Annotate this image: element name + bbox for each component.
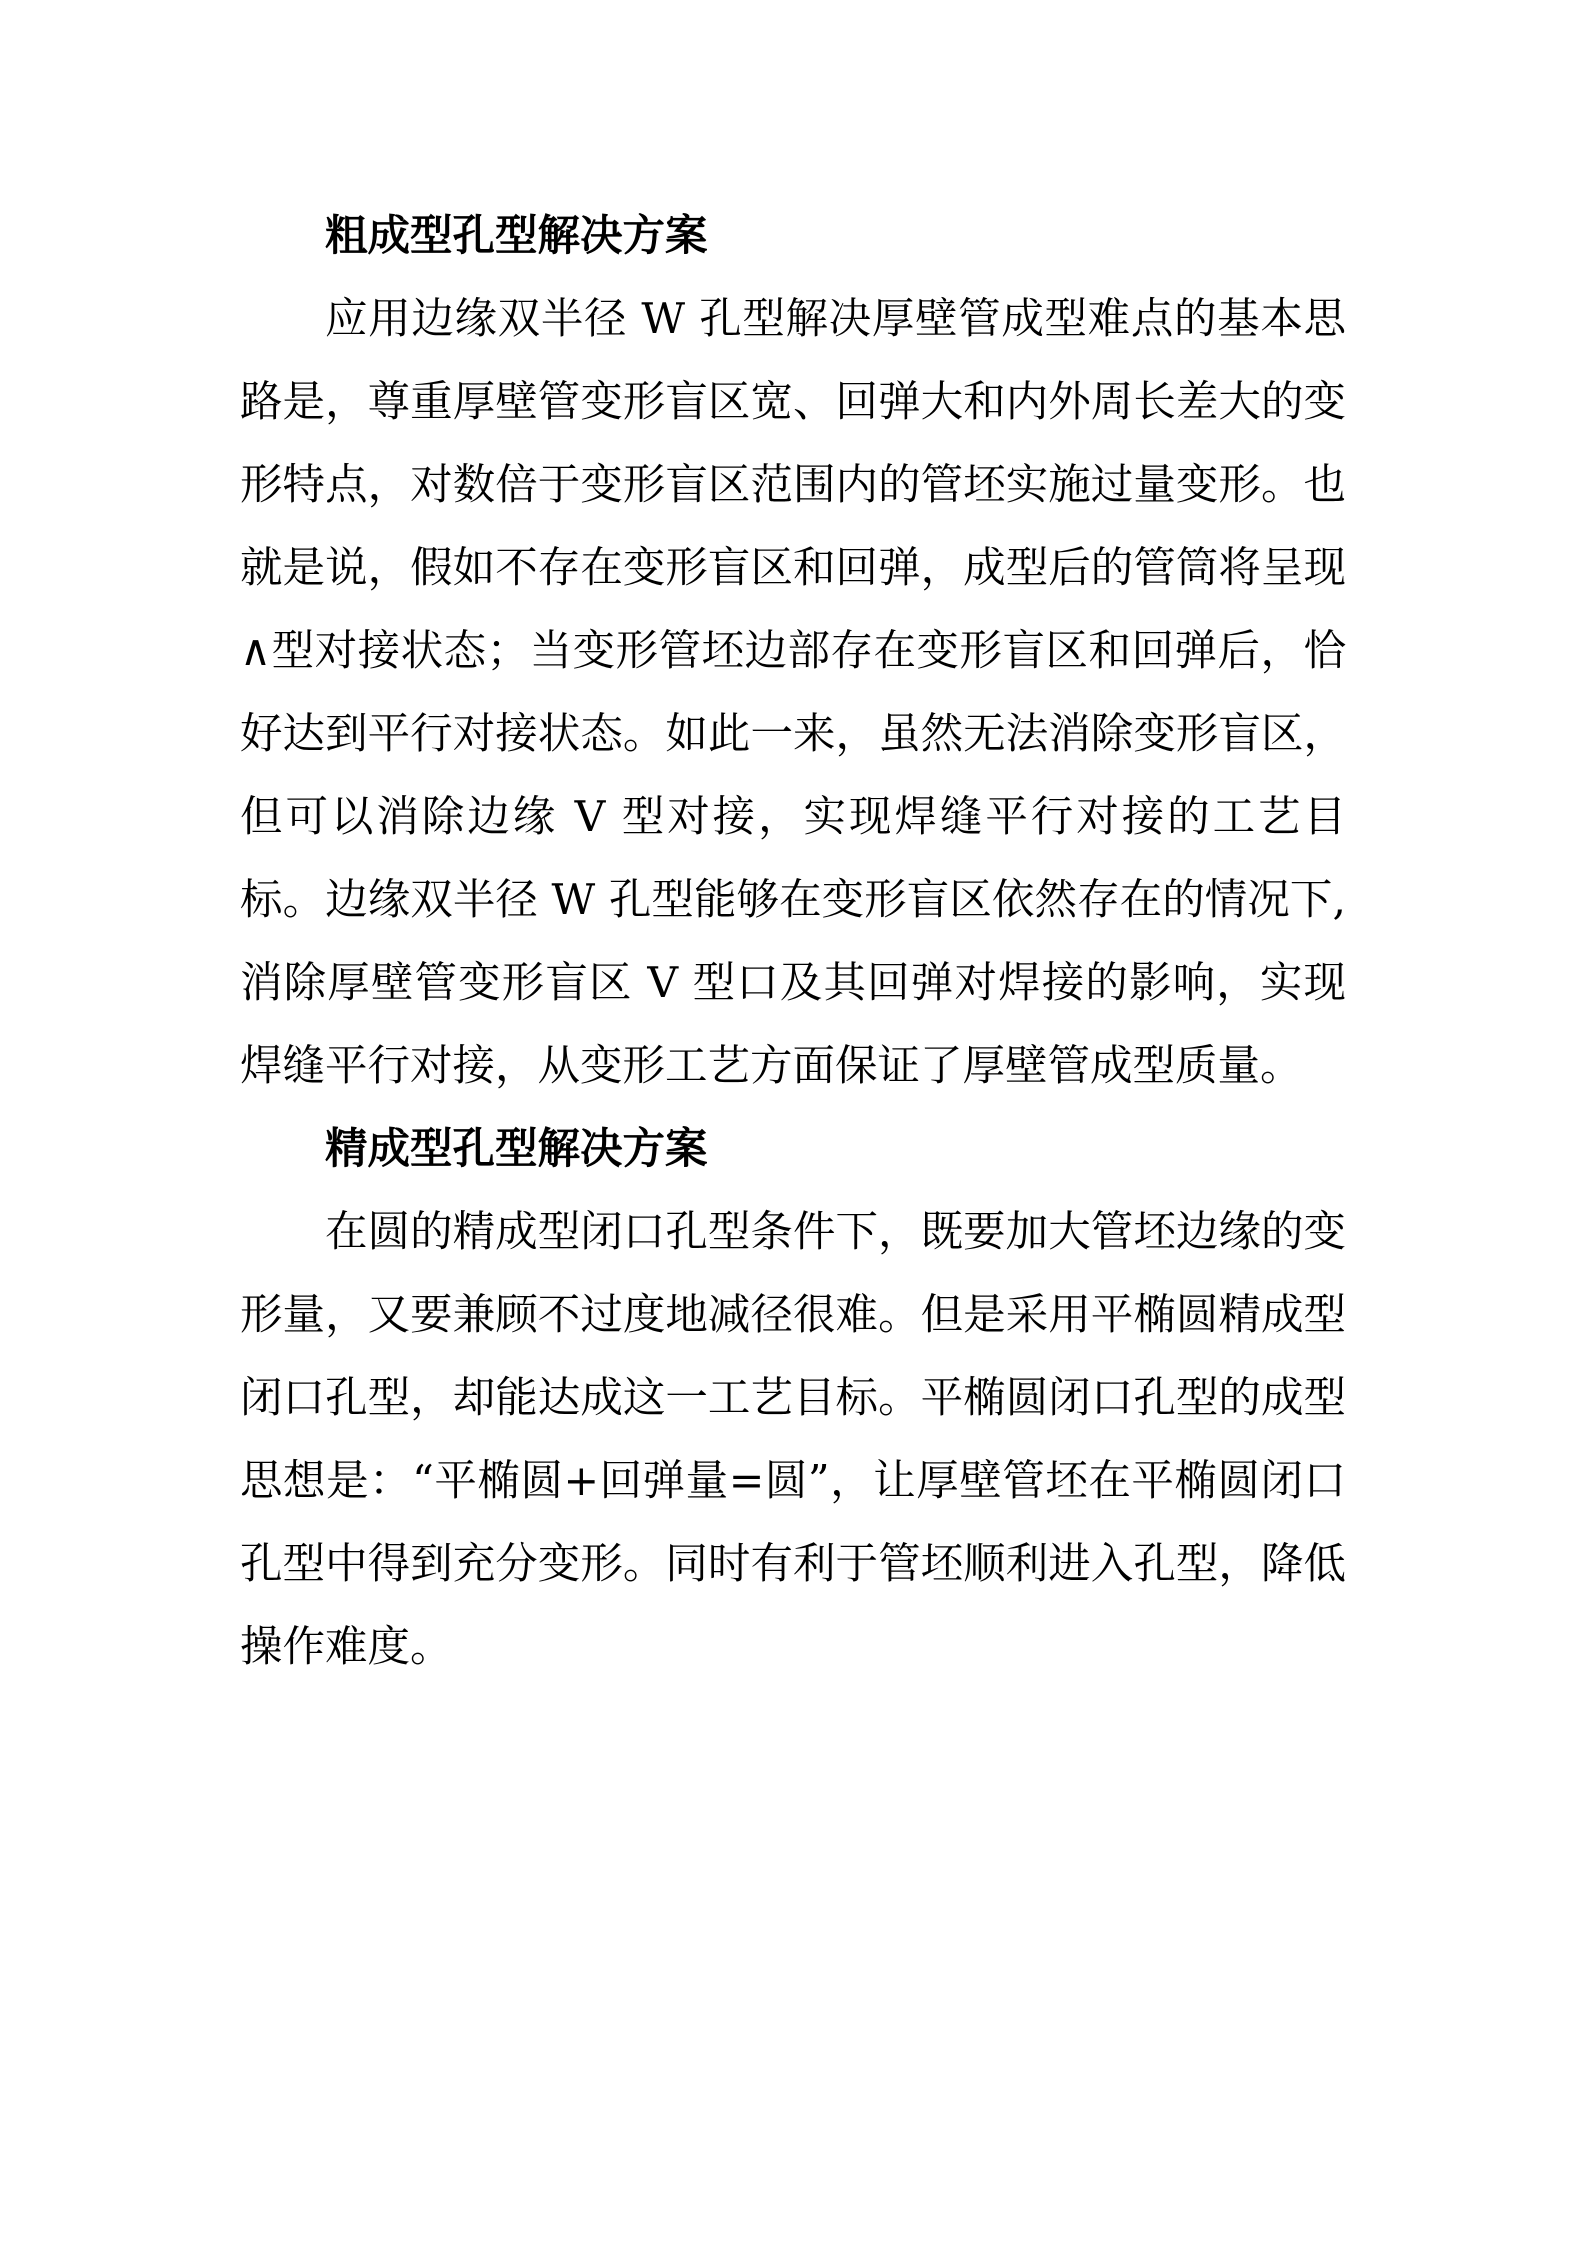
paragraph-rough-forming-pass-solution: 应用边缘双半径 W 孔型解决厚壁管成型难点的基本思路是，尊重厚壁管变形盲区宽、回弹大和内外周长差大的变形特点，对数倍于变形盲区范围内的管坯实施过量变形。也就是说，假如不存在变形盲区和回弹，成型后的管筒将呈现∧型对接状态；当变形管坯边部存在变形盲区和回弹后，恰好达到平行对接状态。如此一来，虽然无法消除变形盲区，但可以消除边缘 V 型对接，实现焊缝平行对接的工艺目标。边缘双半径 W 孔型能够在变形盲区依然存在的情况下,消除厚壁管变形盲区 V 型口及其回弹对焊接的影响，实现焊缝平行对接，从变形工艺方面保证了厚壁管成型质量。 xyxy=(240,295,1346,1091)
heading-rough-forming-pass-solution: 粗成型孔型解决方案 xyxy=(325,211,708,261)
heading-fine-forming-pass-solution: 精成型孔型解决方案 xyxy=(325,1124,708,1174)
section-rough-forming-pass xyxy=(240,195,1346,1108)
paragraph-fine-forming-pass-solution: 在圆的精成型闭口孔型条件下，既要加大管坯边缘的变形量，又要兼顾不过度地减径很难。但是采用平椭圆精成型闭口孔型，却能达成这一工艺目标。平椭圆闭口孔型的成型思想是：“平椭圆+回弹量=圆”，让厚壁管坯在平椭圆闭口孔型中得到充分变形。同时有利于管坯顺利进入孔型，降低操作难度。 xyxy=(240,1208,1346,1672)
document-text-block xyxy=(240,195,1346,1689)
section-fine-forming-pass xyxy=(240,1108,1346,1689)
